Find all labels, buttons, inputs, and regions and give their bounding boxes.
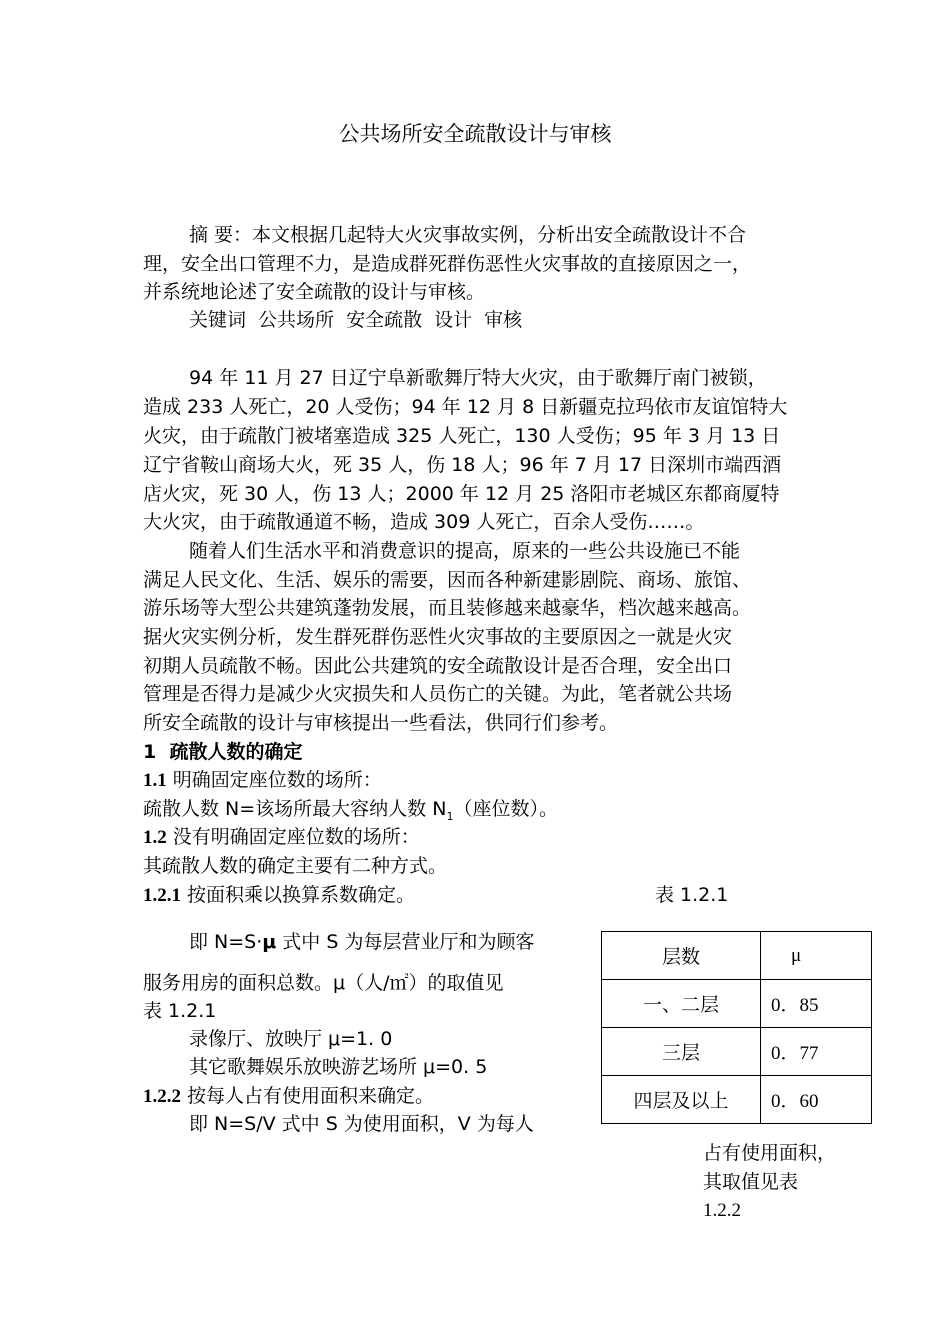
formula-text: 即 N=S· xyxy=(189,931,263,953)
para2-line: 游乐场等大型公共建筑蓬勃发展，而且装修越来越豪华，档次越来越高。 xyxy=(143,597,752,619)
formula-text: 服务用房的面积总数。μ（人/㎡ xyxy=(143,972,409,994)
table-cell: 四层及以上 xyxy=(602,1076,761,1124)
body-line: 占有使用面积， xyxy=(703,1142,837,1164)
mu-table xyxy=(601,931,872,1124)
abstract-line: 理，安全出口管理不力，是造成群死群伤恶性火灾事故的直接原因之一， xyxy=(143,253,752,275)
section-heading xyxy=(143,738,302,766)
subsection-1-2-2 xyxy=(143,1082,434,1111)
subsection-number: 1.1 xyxy=(143,770,167,791)
body-text: （座位数）。 xyxy=(453,798,558,820)
subsection-1-2 xyxy=(143,823,420,852)
formula-line: 表 1.2.1 xyxy=(143,1000,217,1022)
body-text: 疏散人数 N=该场所最大容纳人数 N xyxy=(143,798,447,820)
table-cell: 0．77 xyxy=(761,1028,872,1076)
table-cell: 0．60 xyxy=(761,1076,872,1124)
keywords: 关键词 公共场所 安全疏散 设计 审核 xyxy=(189,309,523,331)
mu-symbol: μ xyxy=(262,931,277,953)
para2-line: 随着人们生活水平和消费意识的提高，原来的一些公共设施已不能 xyxy=(189,540,741,562)
body-line: 即 N=S/V 式中 S 为使用面积，V 为每人 xyxy=(189,1113,534,1135)
subsection-text: 按面积乘以换算系数确定。 xyxy=(187,884,416,906)
para1-line: 大火灾，由于疏散通道不畅，造成 309 人死亡，百余人受伤……。 xyxy=(143,511,705,533)
formula-line xyxy=(189,928,534,956)
para1-line: 店火灾，死 30 人，伤 13 人；2000 年 12 月 25 洛阳市老城区东都商厦特 xyxy=(143,483,780,505)
table-row xyxy=(602,1028,872,1076)
subsection-number: 1.2 xyxy=(143,827,167,848)
mu-value-line: 录像厅、放映厅 μ=1. 0 xyxy=(189,1028,393,1050)
table-caption: 表 1.2.1 xyxy=(655,884,729,906)
para1-line: 辽宁省鞍山商场大火，死 35 人，伤 18 人；96 年 7 月 17 日深圳市端西酒 xyxy=(143,454,782,476)
para2-line: 满足人民文化、生活、娱乐的需要，因而各种新建影剧院、商场、旅馆、 xyxy=(143,569,752,591)
subsection-text: 没有明确固定座位数的场所： xyxy=(172,826,420,848)
document-title: 公共场所安全疏散设计与审核 xyxy=(338,122,612,146)
subsection-1-2-1 xyxy=(143,881,415,910)
abstract-line: 摘 要：本文根据几起特大火灾事故实例，分析出安全疏散设计不合 xyxy=(189,224,747,246)
formula-text: ）的取值见 xyxy=(408,972,504,994)
abstract-line: 并系统地论述了安全疏散的设计与审核。 xyxy=(143,281,486,303)
table-cell: 一、二层 xyxy=(602,980,761,1028)
table-row xyxy=(602,1076,872,1124)
subscript: 1 xyxy=(446,809,454,823)
para1-line: 火灾，由于疏散门被堵塞造成 325 人死亡，130 人受伤；95 年 3 月 13 日 xyxy=(143,425,781,447)
subsection-1-1 xyxy=(143,766,382,795)
body-line: 其疏散人数的确定主要有二种方式。 xyxy=(143,855,448,877)
para1-line: 94 年 11 月 27 日辽宁阜新歌舞厅特大火灾，由于歌舞厅南门被锁， xyxy=(189,367,767,389)
subsection-number: 1.2.2 xyxy=(143,1086,181,1107)
table-header-cell: μ xyxy=(761,932,872,980)
mu-value-line: 其它歌舞娱乐放映游艺场所 μ=0. 5 xyxy=(189,1056,488,1078)
para2-line: 管理是否得力是减少火灾损失和人员伤亡的关键。为此，笔者就公共场 xyxy=(143,683,733,705)
para2-line: 初期人员疏散不畅。因此公共建筑的安全疏散设计是否合理，安全出口 xyxy=(143,655,733,677)
table-row xyxy=(602,980,872,1028)
body-line: 其取值见表 xyxy=(703,1171,799,1193)
table-cell: 0．85 xyxy=(761,980,872,1028)
section-number: 1 xyxy=(143,741,157,763)
para1-line: 造成 233 人死亡，20 人受伤；94 年 12 月 8 日新疆克拉玛依市友谊馆特大 xyxy=(143,396,788,418)
subsection-text: 明确固定座位数的场所： xyxy=(172,769,382,791)
section-title: 疏散人数的确定 xyxy=(169,741,303,763)
para2-line: 所安全疏散的设计与审核提出一些看法，供同行们参考。 xyxy=(143,712,619,734)
para2-line: 据火灾实例分析，发生群死群伤恶性火灾事故的主要原因之一就是火灾 xyxy=(143,626,733,648)
formula-text: 式中 S 为每层营业厅和为顾客 xyxy=(276,931,535,953)
subsection-text: 按每人占有使用面积来确定。 xyxy=(187,1085,435,1107)
table-header-row xyxy=(602,932,872,980)
formula-line xyxy=(143,969,504,997)
body-line: 1.2.2 xyxy=(703,1200,741,1221)
subsection-number: 1.2.1 xyxy=(143,885,181,906)
table-cell: 三层 xyxy=(602,1028,761,1076)
table-header-cell: 层数 xyxy=(602,932,761,980)
